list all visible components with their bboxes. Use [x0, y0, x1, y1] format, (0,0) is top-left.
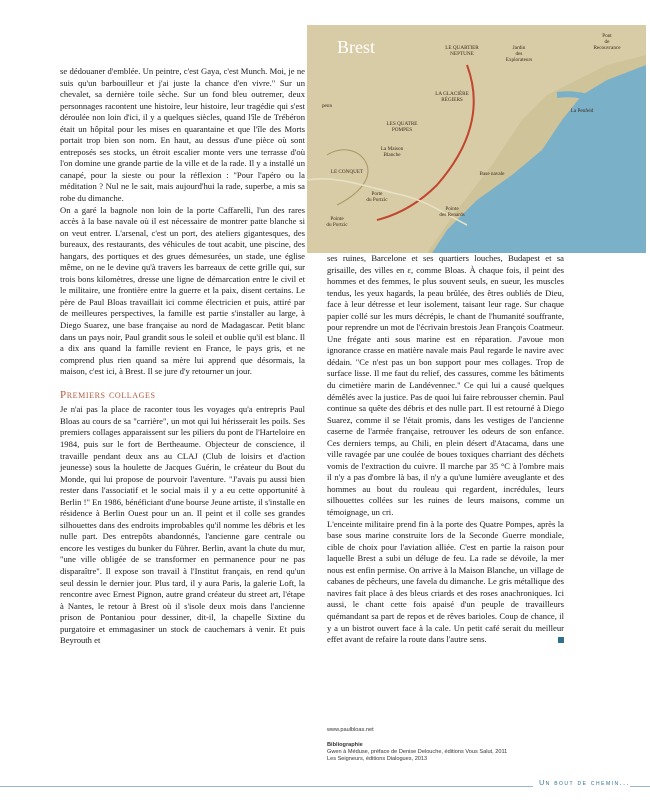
label-pont: Pont de Recouvrance [593, 33, 621, 51]
paragraph: On a garé la bagnole non loin de la porte Caffarelli, l'un des rares accès à la base navale où il est nécessaire de montrer patte blanche si on veut entrer. L'arsenal, c'est un port, des ateliers gigantesques, des bureaux, des restaurants, des véhicules de tout acabit, une piscine, des hangars, des portiques et des grues démesurées, un stade, une église même, on ne le devine qu'à travers les barreaux de cette grille qui, sur trois bons kilomètres, dresse une ligne de démarcation entre le civil et le militaire, une frontière entre la guerre et la paix, disent certains. Le père de Paul Bloas travaillait ici comme électricien et puis, attiré par de meilleures perspectives, la famille est partie s'installer au large, à Diego Suarez, une base française au nord de Madagascar. Petit blanc dans un pays noir, Paul grandit sous le soleil et oublie qu'il est blanc. Il a dix ans quand la famille revient en France, le pays gris, et ne comprend plus rien quand sa mère lui apprend que désormais, la maison, c'est ici, à Brest. Il se jure d'y retourner un jour. [60, 204, 305, 377]
label-glaciere: LA GLACIÈRE RÉGIERS [435, 91, 469, 103]
paragraph: Je n'ai pas la place de raconter tous les voyages qu'a entrepris Paul Bloas au cours de sa "carrière", un mot qui lui hérisserait les poils. Ses premiers collages apparaissent sur les piliers du pont de l'Harteloire en 1984, puis sur le fort de Bertheaume. Objecteur de conscience, il travaille pendant deux ans au CLAJ (Club de loisirs et d'action jeunesse) sous la houlette de Jacques Guérin, le créateur du Bout du Monde, qui lui propose de pourvoir l'aventure. "J'avais pu aussi bien rester dans l'associatif et le social mais il y a eu cette opportunité à Berlin !" En 1986, bénéficiant d'une bourse Jeune artiste, il s'installe en résidence à Berlin Ouest pour un an. Il peint et il colle ses grandes silhouettes dans des endroits improbables qu'il nomme les débris et les nulle part. Des entrepôts abandonnés, l'ancienne gare centrale ou encore les vestiges du bunker du Führer. Berlin, avant la chute du mur, "une ville obligée de se transformer en permanence pour ne pas disparaître". Il expose son travail à l'Institut français, en rend qu'un seul dessin le dernier jour. Plus tard, il y aura Paris, la galerie Loft, la rencontre avec Ernest Pignon, autre grand créateur du street art, l'étape à Nantes, le retour à Brest où il s'isole deux mois dans l'ancienne prison de Pontaniou pour dessiner, dit-il, la chapelle Sixtine du purgatoire et emmagasiner un stock de cauchemars à venir. Et puis Beyrouth et [60, 404, 306, 646]
label-penn: penn [321, 103, 333, 109]
label-pointe-renards: Pointe des Renards [439, 206, 465, 218]
right-column [327, 253, 564, 646]
footer-running-title: Un bout de chemin... [533, 780, 630, 787]
map-title: Brest [337, 37, 375, 57]
bibliography-line: Les Seigneurs, éditions Dialogues, 2013 [327, 756, 428, 762]
paragraph-text: L'enceinte militaire prend fin à la porte des Quatre Pompes, après la base sous marine construite lors de la Seconde Guerre mondiale, cible de choix pour l'aviation alliée. C'est en partie la raison pour laquelle Brest a subi un déluge de feu. La rade se dévoile, la mer nous est enfin permise. On arrive à la Maison Blanche, un village de cabanes de pêcheurs, une favela du dimanche. Le gris métallique des navires fait place à des bleus criards et des roses anachroniques. Ici aussi, le chant cette fois apaisé d'un peuple de travailleurs quémandant sa part de repos et de rêves barioles. Coup de chance, il y a un bistrot ouvert face à la cale. Un petit café serait du meilleur effet avant de refaire la route dans l'autre sens. [327, 518, 564, 645]
website-link[interactable]: www.paulbloas.net [327, 727, 374, 733]
label-jardin: Jardin des Explorateurs [505, 45, 533, 63]
left-column [60, 66, 305, 647]
label-conquet: LE CONQUET [330, 169, 364, 175]
bibliography [327, 742, 567, 763]
label-porte-portzic: Porte du Portzic [366, 191, 388, 203]
label-terminus: Pointe du Portzic [326, 216, 348, 228]
label-base-navale: Base navale [479, 171, 505, 177]
label-quartier-neptune: LE QUARTIER NEPTUNE [445, 45, 479, 57]
bibliography-title: Bibliographie [327, 742, 363, 748]
paragraph: Une frégate anti sous marine est en réparation. J'avoue mon ignorance crasse en matière navale mais Paul regarde le navire avec dédain. "Ce n'est pas un bon support pour mes collages. Trop de surface lisse. Il me faut du relief, des cassures, comme les bâtiments du cimetière marin de Landévennec." Ce qui lui a causé quelques démêlés avec la justice. Pas de quoi lui faire rebrousser chemin. Paul continue sa quête des débris et des nulle part. Il est retourné à Diego Suarez, comme il se l'était promis, dans les vestiges de l'ancienne caserne de l'armée française, retrouver les odeurs de son enfance. Ces derniers temps, au Chili, en plein désert d'Atacama, dans une ville ravagée par une coulée de boues toxiques charriant des déchets vomis de l'extraction du cuivre. Il marche par 35 °C à l'ombre mais il n'y a pas d'ombre là bas, il n'y a qu'une lumière aveuglante et des hommes au bout du rouleau qui regardent, incrédules, leurs silhouettes collées sur les ruines de leurs maisons, comme un témoignage, un cri. [327, 333, 564, 518]
label-maison-blanche: La Maison Blanche [380, 146, 404, 158]
section-heading: Premiers collages [60, 388, 156, 401]
brest-map [307, 25, 646, 253]
label-penfeld: La Penfeld [570, 108, 594, 114]
label-quatre-pompes: LES QUATRE POMPES [386, 121, 418, 133]
bibliography-line: Gwen à Méduse, préface de Denise Delouche, éditions Vous Salut, 2011 [327, 749, 508, 755]
paragraph: se dédouaner d'emblée. Un peintre, c'est Gaya, c'est Munch. Moi, je ne suis qu'un barbouilleur et j'ai juste la chance d'en vivre." Sur un chevalet, sa dernière toile sèche. Sur un fond bleu outremer, deux personnages racontent une histoire, leur histoire, leur tragédie qui s'est déroulée non loin d'ici, il y a quelques siècles, quand l'île de Trébéron était un hôpital pour les mises en quarantaine et que l'île des Morts portait trop bien son nom. En haut, au dessus d'une pièce où sont entreposés ses stocks, un étroit escalier monte vers une terrasse d'où l'on domine une grande partie de la ville et de la rade. Il y a installé un canapé, pour la sieste ou pour la réflexion : "Pour l'apéro ou la méditation ? Nul ne le sait, mais aujourd'hui la rade, superbe, a mis sa robe du dimanche. [60, 66, 305, 204]
paragraph [327, 519, 564, 646]
end-mark [558, 637, 564, 643]
paragraph: ses ruines, Barcelone et ses quartiers louches, Budapest et sa grisaille, des villes en ε, comme Bloas. À chaque fois, il peint des hommes et des femmes, le plus souvent seuls, en sueur, les muscles tendus, les yeux hagards, la peau brûlée, des êtres oubliés de Dieu, face à leur détresse et leur isolement, taisant leur rage. Sur chaque papier collé sur les murs décrépis, le chant de l'humanité souffrante, pour reprendre un mot de l'écrivain brestois Jean François Coatmeur. [327, 253, 564, 333]
